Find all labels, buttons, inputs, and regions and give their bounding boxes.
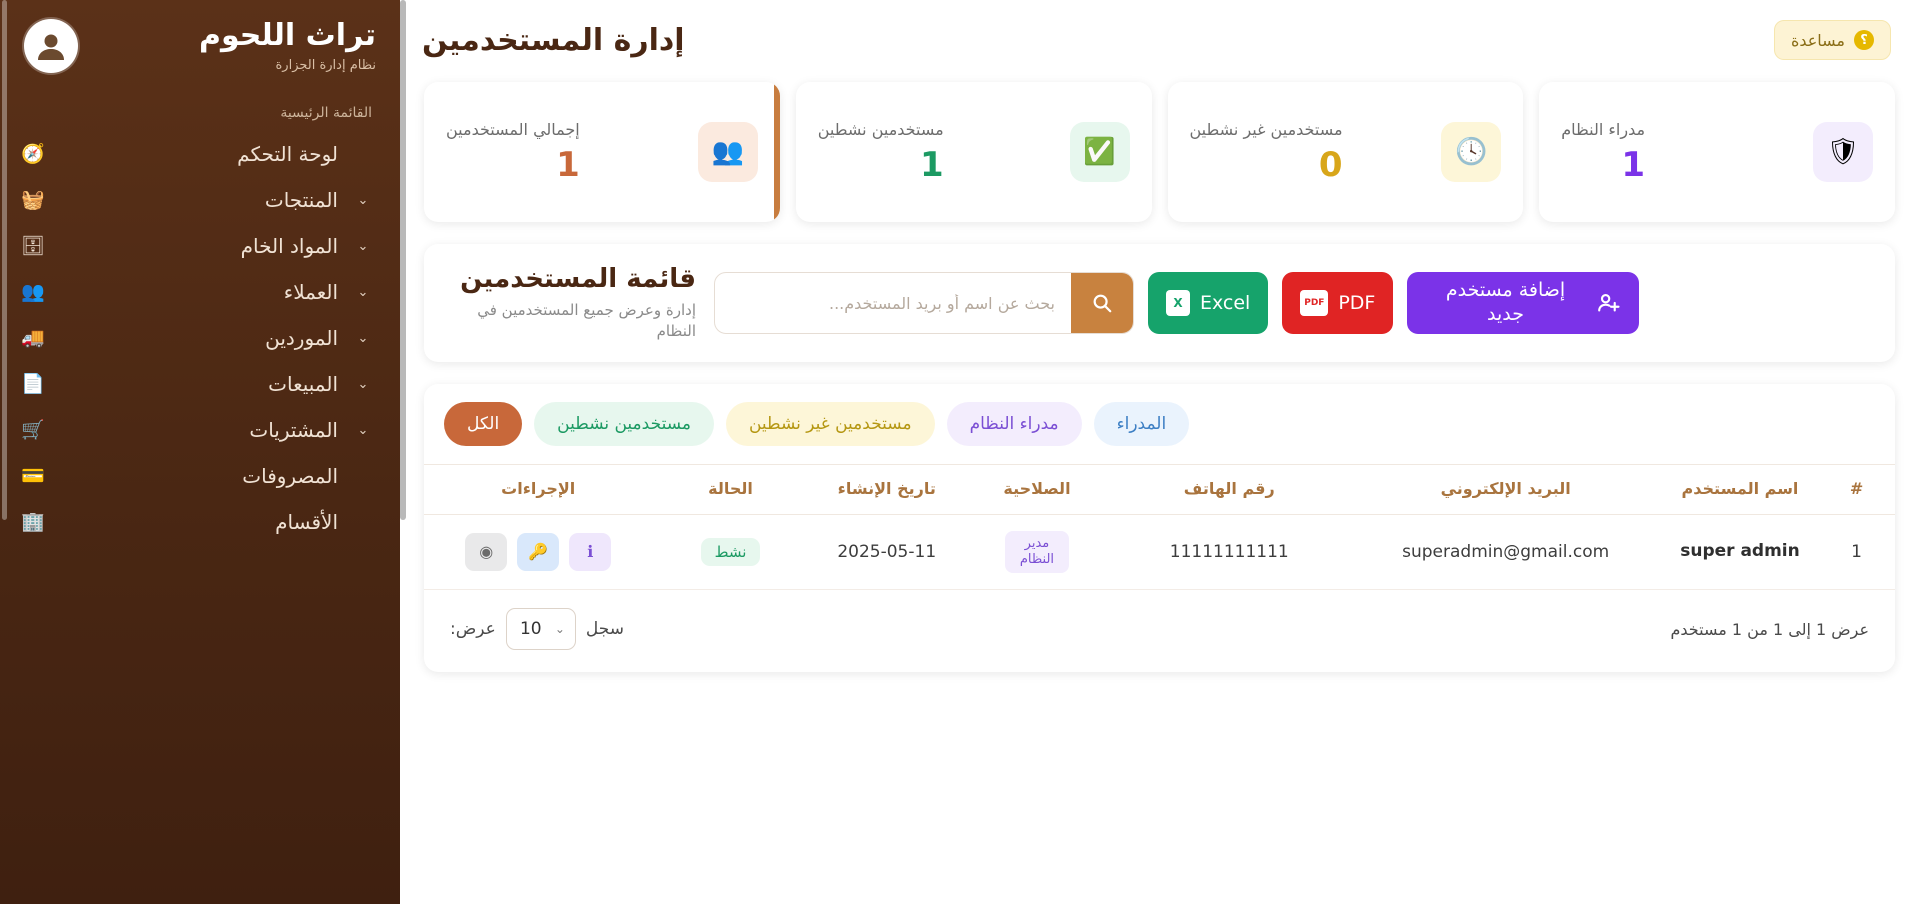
- chevron-down-icon: ⌄: [357, 238, 369, 254]
- sidebar-item-dashboard[interactable]: [0, 131, 400, 177]
- brand-title: تراث اللحوم: [198, 18, 376, 53]
- brand: [96, 18, 376, 73]
- sidebar-item-suppliers[interactable]: [0, 315, 400, 361]
- column-role: الصلاحية: [965, 465, 1109, 515]
- page-header: [400, 0, 1919, 74]
- filter-chip-system-admins[interactable]: مدراء النظام: [947, 402, 1082, 446]
- sidebar-item-label: الموردين: [265, 326, 338, 350]
- sidebar-item-label: المنتجات: [264, 188, 338, 212]
- chevron-down-icon: ⌄: [357, 284, 369, 300]
- user-clock-icon: 🕓: [1441, 122, 1501, 182]
- export-pdf-label: PDF: [1338, 292, 1376, 314]
- stat-card-inactive-users: [1168, 82, 1524, 222]
- panel-heading: [446, 264, 696, 342]
- stat-cards: [400, 74, 1919, 222]
- filter-chip-all[interactable]: الكل: [444, 402, 522, 446]
- stat-label: مستخدمين نشطين: [817, 119, 944, 139]
- filter-chip-active-users[interactable]: مستخدمين نشطين: [534, 402, 714, 446]
- brand-subtitle: نظام إدارة الجزارة: [275, 58, 376, 73]
- user-check-icon: ✅: [1070, 122, 1130, 182]
- sales-icon: 📄: [21, 372, 45, 395]
- role-badge: مدير النظام: [1005, 531, 1069, 574]
- pdf-icon: PDF: [1300, 290, 1328, 316]
- stat-value: 1: [1621, 144, 1646, 185]
- table-body: [424, 514, 1895, 590]
- excel-icon: X: [1166, 290, 1190, 316]
- users-toolbar-panel: [424, 244, 1895, 362]
- search-box: [714, 272, 1134, 334]
- column-status: الحالة: [652, 465, 808, 515]
- stat-label: إجمالي المستخدمين: [446, 119, 580, 139]
- cell-email: superadmin@gmail.com: [1349, 514, 1661, 590]
- chevron-down-icon: ⌄: [357, 422, 369, 438]
- export-excel-button[interactable]: [1148, 272, 1268, 334]
- table-footer: [424, 590, 1895, 672]
- row-actions: [432, 533, 644, 571]
- add-user-button[interactable]: [1407, 272, 1639, 334]
- search-input[interactable]: [715, 294, 1071, 313]
- toggle-status-icon[interactable]: ◉: [465, 533, 507, 571]
- column-username: اسم المستخدم: [1662, 465, 1818, 515]
- user-shield-icon: 🛡: [1813, 122, 1873, 182]
- stat-card-active-users: [796, 82, 1152, 222]
- stat-value: 0: [1318, 144, 1343, 185]
- search-icon: [1091, 292, 1113, 314]
- page-title: إدارة المستخدمين: [422, 22, 685, 58]
- sidebar-menu-label: القائمة الرئيسية: [280, 105, 372, 121]
- sidebar-item-customers[interactable]: [0, 269, 400, 315]
- panel-title: قائمة المستخدمين: [460, 264, 696, 294]
- sidebar-item-sales[interactable]: [0, 361, 400, 407]
- details-icon[interactable]: ℹ: [569, 533, 611, 571]
- sidebar-item-expenses[interactable]: [0, 453, 400, 499]
- chevron-down-icon: ⌄: [357, 330, 369, 346]
- cell-actions: [424, 514, 652, 590]
- table-header-row: [424, 465, 1895, 515]
- chevron-down-icon: ⌄: [357, 376, 369, 392]
- panel-subtitle: إدارة وعرض جميع المستخدمين في النظام: [477, 301, 696, 340]
- column-email: البريد الإلكتروني: [1349, 465, 1661, 515]
- help-button[interactable]: [1774, 20, 1891, 60]
- sidebar-item-products[interactable]: [0, 177, 400, 223]
- users-table: [424, 464, 1895, 590]
- panel-tools: [714, 272, 1873, 334]
- add-user-label: إضافة مستخدم جديد: [1445, 279, 1566, 325]
- page-size-value: 10: [519, 619, 542, 640]
- sidebar-item-label: المواد الخام: [240, 234, 338, 258]
- stat-value: 1: [556, 144, 580, 185]
- sidebar-item-label: الأقسام: [275, 510, 338, 534]
- column-index: #: [1818, 465, 1895, 515]
- user-plus-icon: [1596, 290, 1622, 316]
- status-badge: نشط: [701, 538, 761, 566]
- sidebar-item-purchases[interactable]: [0, 407, 400, 453]
- sidebar: [0, 0, 400, 904]
- stat-label: مستخدمين غير نشطين: [1189, 119, 1343, 139]
- cell-created-date: 2025-05-11: [809, 514, 965, 590]
- users-group-icon: 👥: [698, 122, 758, 182]
- stat-text: [1561, 120, 1645, 185]
- customers-icon: 👥: [21, 280, 45, 303]
- cell-index: 1: [1818, 514, 1895, 590]
- suppliers-icon: 🚚: [21, 326, 45, 349]
- records-label: سجل: [585, 619, 624, 640]
- dashboard-icon: 🧭: [21, 142, 45, 165]
- departments-icon: 🏢: [21, 510, 45, 533]
- export-excel-label: Excel: [1200, 292, 1251, 314]
- expenses-icon: 💳: [21, 464, 45, 487]
- main-scrollbar[interactable]: [400, 0, 406, 520]
- column-actions: الإجراءات: [424, 465, 652, 515]
- purchases-icon: 🛒: [21, 418, 45, 441]
- table-row: [424, 514, 1895, 590]
- sidebar-item-raw-materials[interactable]: [0, 223, 400, 269]
- stat-text: [818, 120, 944, 185]
- column-phone: رقم الهاتف: [1109, 465, 1349, 515]
- cell-role: [965, 514, 1109, 590]
- sidebar-item-label: العملاء: [283, 280, 338, 304]
- products-icon: 🧺: [21, 188, 45, 211]
- raw-materials-icon: 🗄: [20, 234, 46, 257]
- filter-chip-inactive-users[interactable]: مستخدمين غير نشطين: [726, 402, 935, 446]
- sidebar-item-label: المشتريات: [249, 418, 338, 442]
- sidebar-item-label: لوحة التحكم: [237, 142, 338, 166]
- stat-value: 1: [920, 144, 944, 185]
- main-content: [400, 0, 1919, 904]
- stat-text: [1190, 120, 1343, 185]
- stat-text: [446, 120, 580, 185]
- sidebar-item-label: المبيعات: [268, 372, 338, 396]
- help-label: مساعدة: [1790, 30, 1845, 50]
- page-size-select[interactable]: [506, 608, 576, 650]
- export-pdf-button[interactable]: [1282, 272, 1393, 334]
- cell-phone: 11111111111: [1109, 514, 1349, 590]
- column-created-date: تاريخ الإنشاء: [809, 465, 965, 515]
- page-size-label: عرض:: [450, 619, 496, 640]
- filter-chips: [424, 384, 1895, 464]
- cell-username: super admin: [1662, 514, 1818, 590]
- table-head: [424, 465, 1895, 515]
- sidebar-item-departments[interactable]: [0, 499, 400, 545]
- chevron-down-icon: ⌄: [554, 622, 565, 637]
- reset-password-icon[interactable]: 🔑: [517, 533, 559, 571]
- stat-label: مدراء النظام: [1561, 119, 1646, 139]
- filter-chip-managers[interactable]: المدراء: [1094, 402, 1190, 446]
- avatar[interactable]: [24, 19, 78, 73]
- chevron-down-icon: ⌄: [357, 192, 369, 208]
- search-button[interactable]: [1071, 272, 1133, 334]
- stat-card-total-users: [424, 82, 780, 222]
- pagination-summary: عرض 1 إلى 1 من 1 مستخدم: [1670, 619, 1869, 639]
- users-table-card: [424, 384, 1895, 672]
- stat-card-admins: [1539, 82, 1895, 222]
- question-icon: ؟: [1854, 30, 1874, 50]
- cell-status: [652, 514, 808, 590]
- sidebar-item-label: المصروفات: [242, 464, 338, 488]
- sidebar-header: [0, 0, 400, 89]
- page-size-control: [450, 608, 624, 650]
